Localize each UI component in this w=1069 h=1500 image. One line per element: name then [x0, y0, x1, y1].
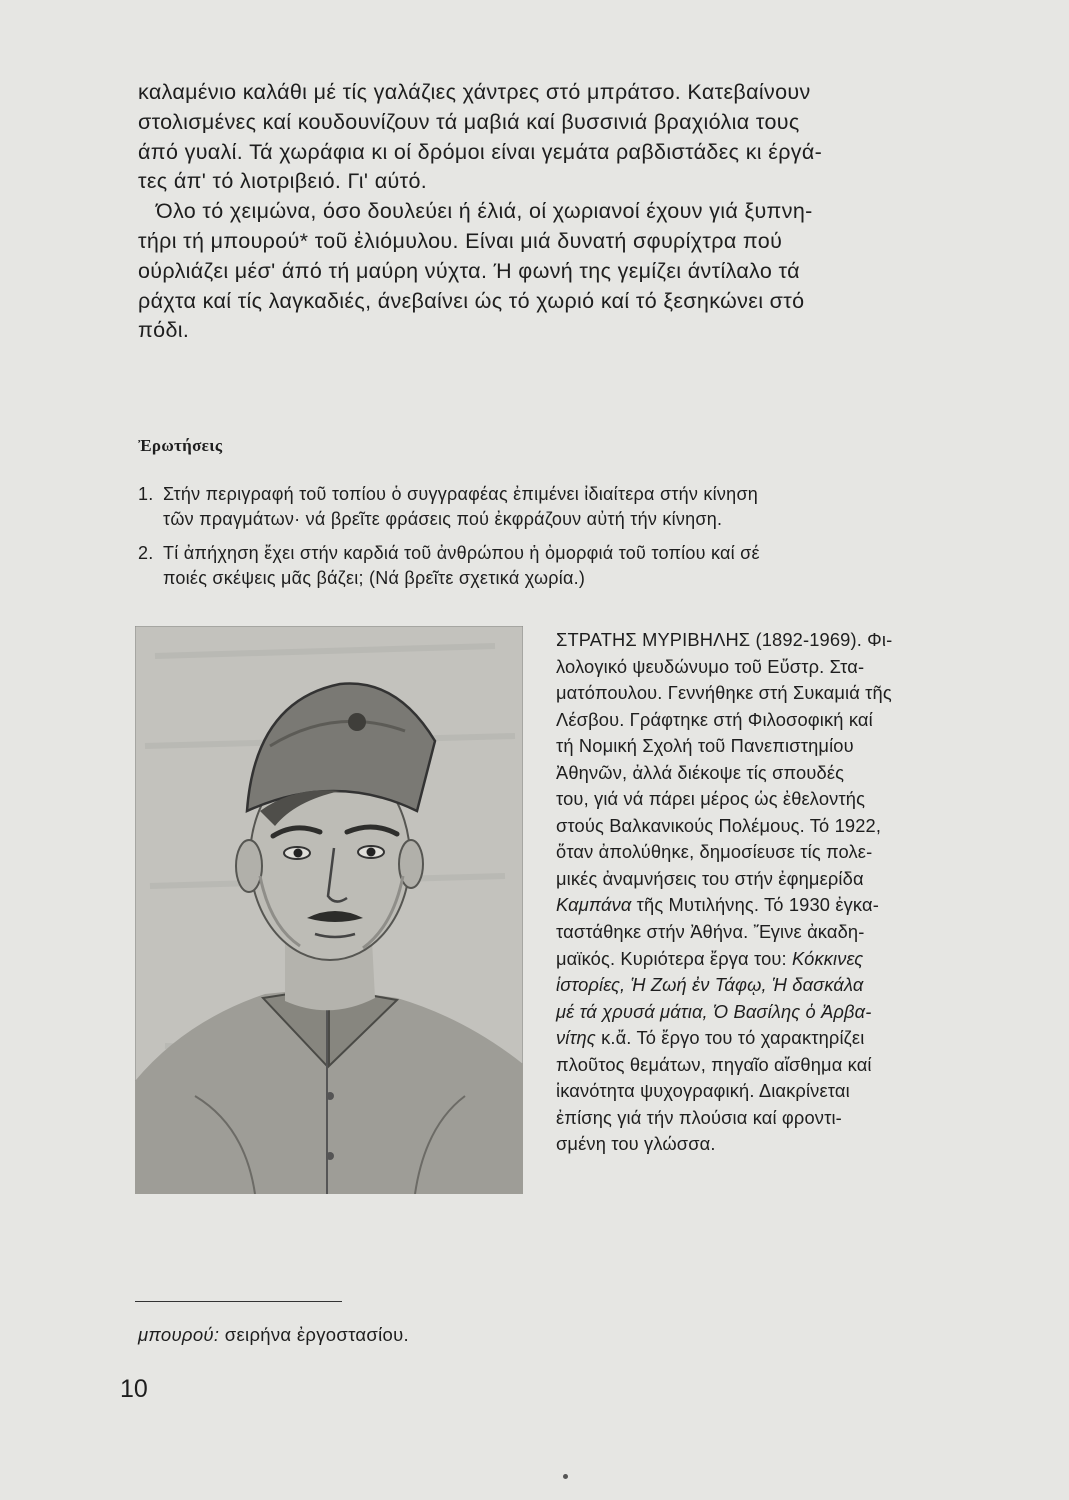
- bio-line: ΣΤΡΑΤΗΣ ΜΥΡΙΒΗΛΗΣ (1892-1969). Φι-: [556, 629, 893, 650]
- footnote-divider: [135, 1301, 342, 1302]
- text-line: τήρι τή μπουρού* τοῦ ἐλιόμυλου. Είναι μιά δυνατή σφυρίχτρα πού: [138, 228, 783, 253]
- bio-line: Ἀθηνῶν, ἀλλά διέκοψε τίς σπουδές: [556, 761, 845, 783]
- question-line: Στήν περιγραφή τοῦ τοπίου ὁ συγγραφέας ἐπιμένει ἰδιαίτερα στήν κίνηση: [163, 484, 759, 504]
- text-line: άπό γυαλί. Τά χωράφια κι οί δρόμοι είναι γεμάτα ραβδιστάδες κι έργά-: [138, 139, 823, 164]
- bio-line: πλοῦτος θεμάτων, πηγαῖο αἴσθημα καί: [556, 1053, 872, 1075]
- bio-line: [556, 1025, 990, 1052]
- footnote: [138, 1324, 409, 1346]
- question-number: 2.: [138, 543, 154, 563]
- bio-text: μαϊκός. Κυριότερα ἔργα του:: [556, 947, 793, 969]
- paragraph-2: [138, 197, 990, 346]
- question-line: ποιές σκέψεις μᾶς βάζει; (Νά βρεῖτε σχετικά χωρία.): [163, 568, 586, 588]
- bio-line: ἱκανότητα ψυχογραφική. Διακρίνεται: [556, 1080, 850, 1102]
- bio-line: [556, 892, 990, 919]
- work-title: Καμπάνα: [556, 894, 632, 916]
- questions-list: [138, 482, 990, 600]
- question-item: [138, 482, 990, 532]
- main-text: [138, 78, 990, 346]
- print-mark: [563, 1474, 568, 1479]
- question-number: 1.: [138, 484, 154, 504]
- text-line: πόδι.: [138, 318, 190, 343]
- author-biography: [556, 627, 990, 1158]
- bio-text: τῆς Μυτιλήνης. Τό 1930 ἐγκα-: [631, 894, 879, 916]
- bio-line: μικές ἀναμνήσεις του στήν ἐφημερίδα: [556, 867, 864, 889]
- bio-line: λολογικό ψευδώνυμο τοῦ Εὔστρ. Στα-: [556, 655, 865, 677]
- bio-line: [556, 972, 990, 999]
- text-line: στολισμένες καί κουδουνίζουν τά μαβιά καί βυσσινιά βραχιόλια τους: [138, 109, 800, 134]
- paragraph-1: [138, 78, 990, 197]
- text-line: ούρλιάζει μέσ' άπό τή μαύρη νύχτα. Ή φωνή της γεμίζει άντίλαλο τά: [138, 258, 800, 283]
- author-portrait: [135, 626, 523, 1194]
- bio-line: ὅταν ἀπολύθηκε, δημοσίευσε τίς πολε-: [556, 841, 873, 863]
- bio-line: ματόπουλου. Γεννήθηκε στή Συκαμιά τῆς: [556, 682, 892, 704]
- bio-line: τή Νομική Σχολή τοῦ Πανεπιστημίου: [556, 735, 854, 757]
- question-item: [138, 541, 990, 591]
- text-line: ράχτα καί τίς λαγκαδιές, άνεβαίνει ώς τό χωριό καί τό ξεσηκώνει στό: [138, 288, 805, 313]
- question-line: τῶν πραγμάτων· νά βρεῖτε φράσεις πού ἐκφράζουν αὐτή τήν κίνηση.: [163, 509, 723, 529]
- bio-line: Λέσβου. Γράφτηκε στή Φιλοσοφική καί: [556, 708, 873, 730]
- questions-heading: Ἐρωτήσεις: [138, 436, 223, 455]
- work-title: νίτης: [556, 1027, 596, 1049]
- page-number: 10: [120, 1375, 148, 1403]
- work-title: μέ τά χρυσά μάτια, Ὁ Βασίλης ὁ Ἀρβα-: [556, 1000, 872, 1022]
- bio-line: [556, 999, 990, 1026]
- bio-line: [556, 946, 990, 973]
- bio-line: στούς Βαλκανικούς Πολέμους. Τό 1922,: [556, 814, 882, 836]
- footnote-definition: σειρήνα ἐργοστασίου.: [224, 1324, 409, 1345]
- question-line: Τί ἀπήχηση ἔχει στήν καρδιά τοῦ ἀνθρώπου ἡ ὀμορφιά τοῦ τοπίου καί σέ: [163, 543, 760, 563]
- bio-text: κ.ἄ. Τό ἔργο του τό χαρακτηρίζει: [595, 1027, 865, 1049]
- work-title: Κόκκινες: [792, 947, 864, 969]
- bio-line: ἐπίσης γιά τήν πλούσια καί φροντι-: [556, 1106, 842, 1128]
- footnote-term: μπουρού:: [138, 1324, 220, 1345]
- bio-line: σμένη του γλώσσα.: [556, 1133, 716, 1155]
- text-line: Όλο τό χειμώνα, όσο δουλεύει ή έλιά, οί χωριανοί έχουν γιά ξυπνη-: [156, 199, 813, 224]
- text-line: καλαμένιο καλάθι μέ τίς γαλάζιες χάντρες στό μπράτσο. Κατεβαίνουν: [138, 80, 811, 104]
- text-line: τες άπ' τό λιοτριβειό. Γι' αύτό.: [138, 169, 428, 194]
- bio-line: του, γιά νά πάρει μέρος ὡς ἐθελοντής: [556, 788, 866, 810]
- work-title: ἱστορίες, Ἡ Ζωή ἐν Τάφῳ, Ἡ δασκάλα: [556, 974, 864, 996]
- bio-line: ταστάθηκε στήν Ἀθήνα. Ἔγινε ἀκαδη-: [556, 921, 865, 943]
